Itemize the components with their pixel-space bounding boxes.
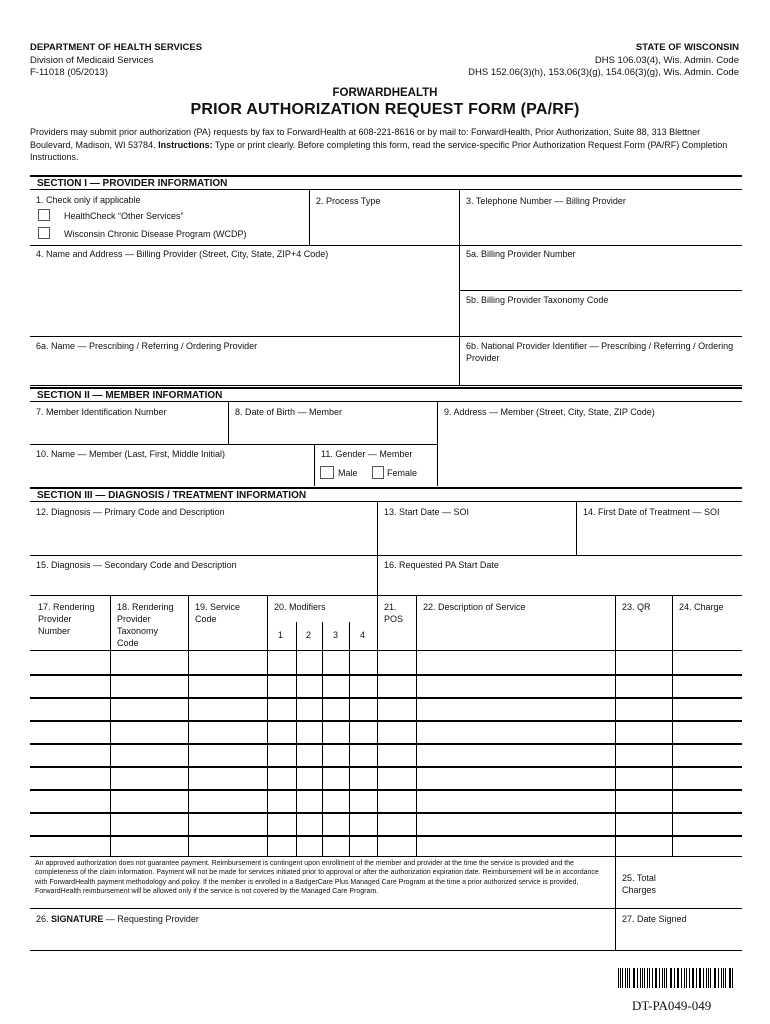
wcdp-label: Wisconsin Chronic Disease Program (WCDP) xyxy=(64,229,247,239)
field-13-label: 13. Start Date — SOI xyxy=(384,507,470,517)
service-row-line xyxy=(30,650,742,651)
service-row-line xyxy=(30,835,742,837)
process-type-field[interactable] xyxy=(310,192,459,245)
barcode-bar xyxy=(725,968,726,988)
page-title: PRIOR AUTHORIZATION REQUEST FORM (PA/RF) xyxy=(190,101,580,118)
service-row-line xyxy=(30,720,742,722)
service-row-line xyxy=(30,789,742,791)
field-2-label: 2. Process Type xyxy=(316,196,381,206)
total-charges-label: 25. Total Charges xyxy=(622,873,657,895)
start-date-soi-field[interactable] xyxy=(378,503,576,555)
member-address-field[interactable] xyxy=(438,403,742,486)
prescribing-npi-field[interactable] xyxy=(460,337,742,385)
signature-label: SIGNATURE xyxy=(51,914,104,924)
primary-diagnosis-field[interactable] xyxy=(30,503,377,555)
healthcheck-label: HealthCheck “Other Services” xyxy=(64,211,184,221)
billing-provider-number-field[interactable] xyxy=(460,245,742,290)
field-16-label: 16. Requested PA Start Date xyxy=(384,560,499,570)
section-3-header: SECTION III — DIAGNOSIS / TREATMENT INFORMATION xyxy=(30,487,742,502)
billing-taxonomy-field[interactable] xyxy=(460,291,742,336)
barcode-bar xyxy=(656,968,657,988)
col-23-header: 23. QR xyxy=(622,602,651,612)
col-20-header: 20. Modifiers xyxy=(274,602,326,612)
barcode-bar xyxy=(714,968,715,988)
barcode-bar xyxy=(618,968,619,988)
col-24-header: 24. Charge xyxy=(679,602,724,612)
col-18-header: 18. Rendering Provider Taxonomy Code xyxy=(117,602,174,648)
modifier-1-header: 1 xyxy=(278,630,284,640)
wcdp-checkbox[interactable] xyxy=(38,227,50,239)
modifier-4-header: 4 xyxy=(360,630,366,640)
billing-phone-field[interactable] xyxy=(460,192,742,245)
field-9-label: 9. Address — Member (Street, City, State, ZIP Code) xyxy=(444,407,655,417)
field-1-label: 1. Check only if applicable xyxy=(36,195,141,205)
member-id-field[interactable] xyxy=(30,403,228,444)
prescribing-provider-name-field[interactable] xyxy=(30,337,459,385)
barcode-bar xyxy=(637,968,638,988)
header-right xyxy=(468,42,739,80)
field-7-label: 7. Member Identification Number xyxy=(36,407,167,417)
form-number: F-11018 (05/2013) xyxy=(30,67,108,78)
service-row-line xyxy=(30,766,742,768)
field-6a-label: 6a. Name — Prescribing / Referring / Ordering Provider xyxy=(36,341,258,351)
signature-field[interactable]: 26. SIGNATURE — Requesting Provider xyxy=(36,914,199,924)
billing-provider-name-field[interactable] xyxy=(30,245,459,336)
header-left xyxy=(30,42,202,80)
female-label: Female xyxy=(387,468,418,478)
barcode-bar xyxy=(681,968,682,988)
admin-code-1: DHS 106.03(4), Wis. Admin. Code xyxy=(594,54,739,66)
field-5a-label: 5a. Billing Provider Number xyxy=(466,249,576,259)
field-11-label: 11. Gender — Member xyxy=(321,449,413,459)
document-code: DT-PA049-049 xyxy=(632,998,712,1013)
requested-pa-start-date-field[interactable] xyxy=(378,556,742,595)
division-name: Division of Medicaid Services xyxy=(30,54,154,66)
gender-female-checkbox[interactable] xyxy=(372,466,384,479)
service-row-line xyxy=(30,697,742,699)
field-15-label: 15. Diagnosis — Secondary Code and Description xyxy=(36,560,237,570)
instructions-label: Instructions: xyxy=(158,139,213,150)
field-12-label: 12. Diagnosis — Primary Code and Description xyxy=(36,507,225,517)
barcode-bar xyxy=(732,968,733,988)
col-22-header: 22. Description of Service xyxy=(423,602,526,612)
secondary-diagnosis-field[interactable] xyxy=(30,556,377,595)
member-name-field[interactable] xyxy=(30,445,314,486)
barcode-bar xyxy=(629,968,630,988)
field-3-label: 3. Telephone Number — Billing Provider xyxy=(466,196,626,206)
barcode-bar xyxy=(721,968,722,988)
barcode-bar xyxy=(625,968,626,988)
male-label: Male xyxy=(338,468,358,478)
barcode-bar xyxy=(671,968,672,988)
service-row-line xyxy=(30,812,742,814)
barcode-bar xyxy=(708,968,709,988)
disclaimer-text: An approved authorization does not guarantee payment. Reimbursement is contingent upon enrollment of the member and provider at the time the service is provided and the completeness of the claim information. Payment will not be made for services initiated prior to approval or after the authorization expiration date. Reimbursement will be in accordance with ForwardHealth payment methodology and policy. If the member is enrolled in a BadgerCare Plus Managed Care Program at the time a prior authorized service is provided, ForwardHealth reimbursement will be allowed only if the service is not covered by the Managed Care Program. xyxy=(35,860,599,895)
healthcheck-checkbox[interactable] xyxy=(38,209,50,221)
gender-male-checkbox[interactable] xyxy=(320,466,334,479)
section-1-header: SECTION I — PROVIDER INFORMATION xyxy=(30,175,742,190)
modifier-3-header: 3 xyxy=(333,630,339,640)
field-10-label: 10. Name — Member (Last, First, Middle Initial) xyxy=(36,449,226,459)
date-signed-field[interactable] xyxy=(616,910,742,950)
col-21-header: 21. POS xyxy=(384,602,404,624)
service-row-line xyxy=(30,674,742,676)
field-5b-label: 5b. Billing Provider Taxonomy Code xyxy=(466,295,609,305)
member-dob-field[interactable] xyxy=(229,403,437,444)
barcode-bar xyxy=(647,968,648,988)
barcode-bar xyxy=(659,968,660,988)
state-name: STATE OF WISCONSIN xyxy=(635,42,739,53)
col-17-header: 17. Rendering Provider Number xyxy=(38,602,95,636)
program-name: FORWARDHEALTH xyxy=(332,87,438,99)
field-27-label: 27. Date Signed xyxy=(622,914,687,924)
first-treatment-date-field[interactable] xyxy=(577,503,742,555)
department-name: DEPARTMENT OF HEALTH SERVICES xyxy=(30,42,203,53)
field-14-label: 14. First Date of Treatment — SOI xyxy=(583,507,720,517)
field-8-label: 8. Date of Birth — Member xyxy=(235,407,343,417)
service-row-line xyxy=(30,743,742,745)
barcode-bar xyxy=(666,968,667,988)
barcode-bar xyxy=(700,968,701,988)
barcode xyxy=(618,968,736,988)
modifier-2-header: 2 xyxy=(306,630,312,640)
admin-code-2: DHS 152.06(3)(h), 153.06(3)(g), 154.06(3)(g), Wis. Admin. Code xyxy=(468,67,739,78)
col-19-header: 19. Service Code xyxy=(195,602,241,624)
intro-text: Providers may submit prior authorization (PA) requests by fax to ForwardHealth at 608-221-8616 or by mail to: ForwardHealth, Prior Authorization, Suite 88, 313 Blettner Boulevard, Madison, WI 53784. Instructions: Type or print clearly. Before completing this form, read the service-specific Prior Authorization Request Form (PA/RF) Completion Instructions. xyxy=(30,127,728,162)
section-2-header: SECTION II — MEMBER INFORMATION xyxy=(30,387,742,402)
barcode-bar xyxy=(644,968,645,988)
barcode-bar xyxy=(686,968,687,988)
field-6b-label: 6b. National Provider Identifier — Prescribing / Referring / Ordering Provider xyxy=(466,341,734,363)
barcode-bar xyxy=(693,968,694,988)
field-4-label: 4. Name and Address — Billing Provider (Street, City, State, ZIP+4 Code) xyxy=(36,249,329,259)
